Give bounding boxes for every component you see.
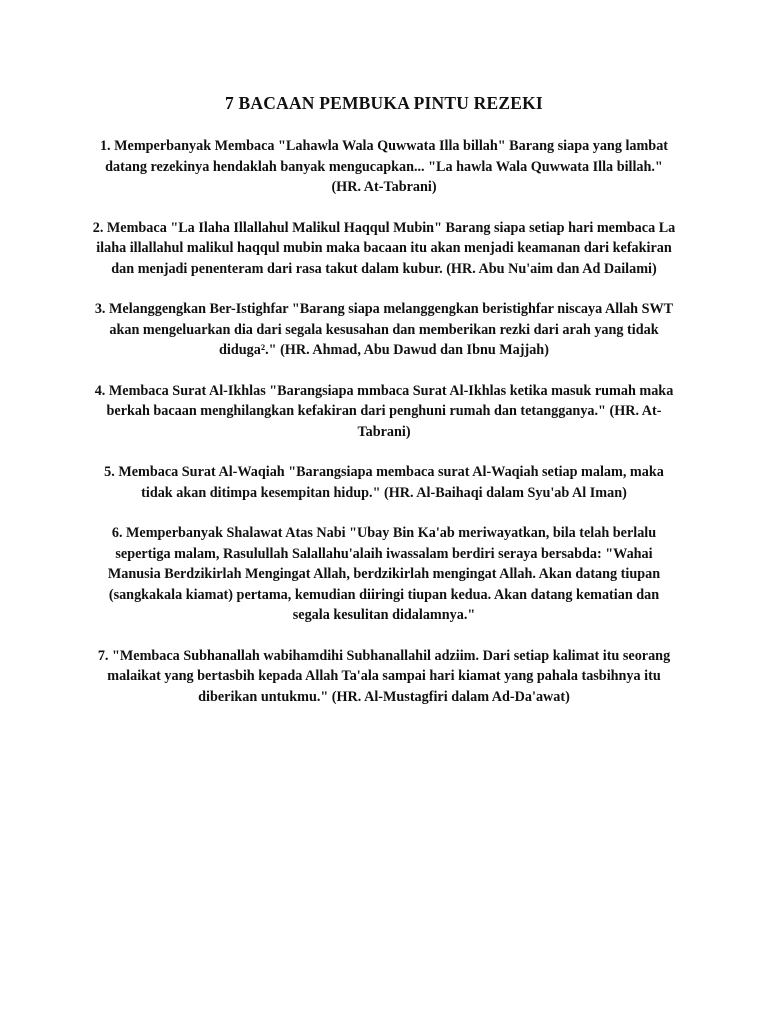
paragraph-7: 7. "Membaca Subhanallah wabihamdihi Subhanallahil adziim. Dari setiap kalimat itu seorang malaikat yang bertasbih kepada Allah Ta'ala sampai hari kiamat yang pahala tasbihnya itu diberikan untukmu." (HR. Al-Mustagfiri dalam Ad-Da'awat) xyxy=(97,647,671,705)
paragraph-1: 1. Memperbanyak Membaca "Lahawla Wala Quwwata Illa billah" Barang siapa yang lambat datang rezekinya hendaklah banyak mengucapkan... "La hawla Wala Quwwata Illa billah." (HR. At-Tabrani) xyxy=(99,138,669,195)
paragraph-4: 4. Membaca Surat Al-Ikhlas "Barangsiapa mmbaca Surat Al-Ikhlas ketika masuk rumah maka berkah bacaan menghilangkan kefakiran dari penghuni rumah dan tetangganya." (HR. At-Tabrani) xyxy=(94,382,674,440)
paragraph-2: 2. Membaca "La Ilaha Illallahul Malikul Haqqul Mubin" Barang siapa setiap hari membaca La ilaha illallahul malikul haqqul mubin maka bacaan itu akan menjadi keamanan dari kefakiran dan menjadi penenteram dari rasa takut dalam kubur. (HR. Abu Nu'aim dan Ad Dailami) xyxy=(92,219,676,277)
paragraph-3: 3. Melanggengkan Ber-Istighfar "Barang siapa melanggengkan beristighfar niscaya Allah SWT akan mengeluarkan dia dari segala kesusahan dan memberikan rezki dari arah yang tidak diduga²." (HR. Ahmad, Abu Dawud dan Ibnu Majjah) xyxy=(94,301,674,358)
document-page xyxy=(90,92,678,727)
paragraph-5: 5. Membaca Surat Al-Waqiah "Barangsiapa membaca surat Al-Waqiah setiap malam, maka tidak akan ditimpa kesempitan hidup." (HR. Al-Baihaqi dalam Syu'ab Al Iman) xyxy=(104,464,664,501)
paragraph-6: 6. Memperbanyak Shalawat Atas Nabi "Ubay Bin Ka'ab meriwayatkan, bila telah berlalu sepertiga malam, Rasulullah Salallahu'alaih iwassalam berdiri seraya bersabda: "Wahai Manusia Berdzikirlah Mengingat Allah, berdzikirlah mengingat Allah. Akan datang tiupan (sangkakala kiamat) pertama, kemudian diiringi tiupan kedua. Akan datang kematian dan segala kesulitan didalamnya." xyxy=(107,525,661,623)
document-title: 7 BACAAN PEMBUKA PINTU REZEKI xyxy=(225,93,543,113)
